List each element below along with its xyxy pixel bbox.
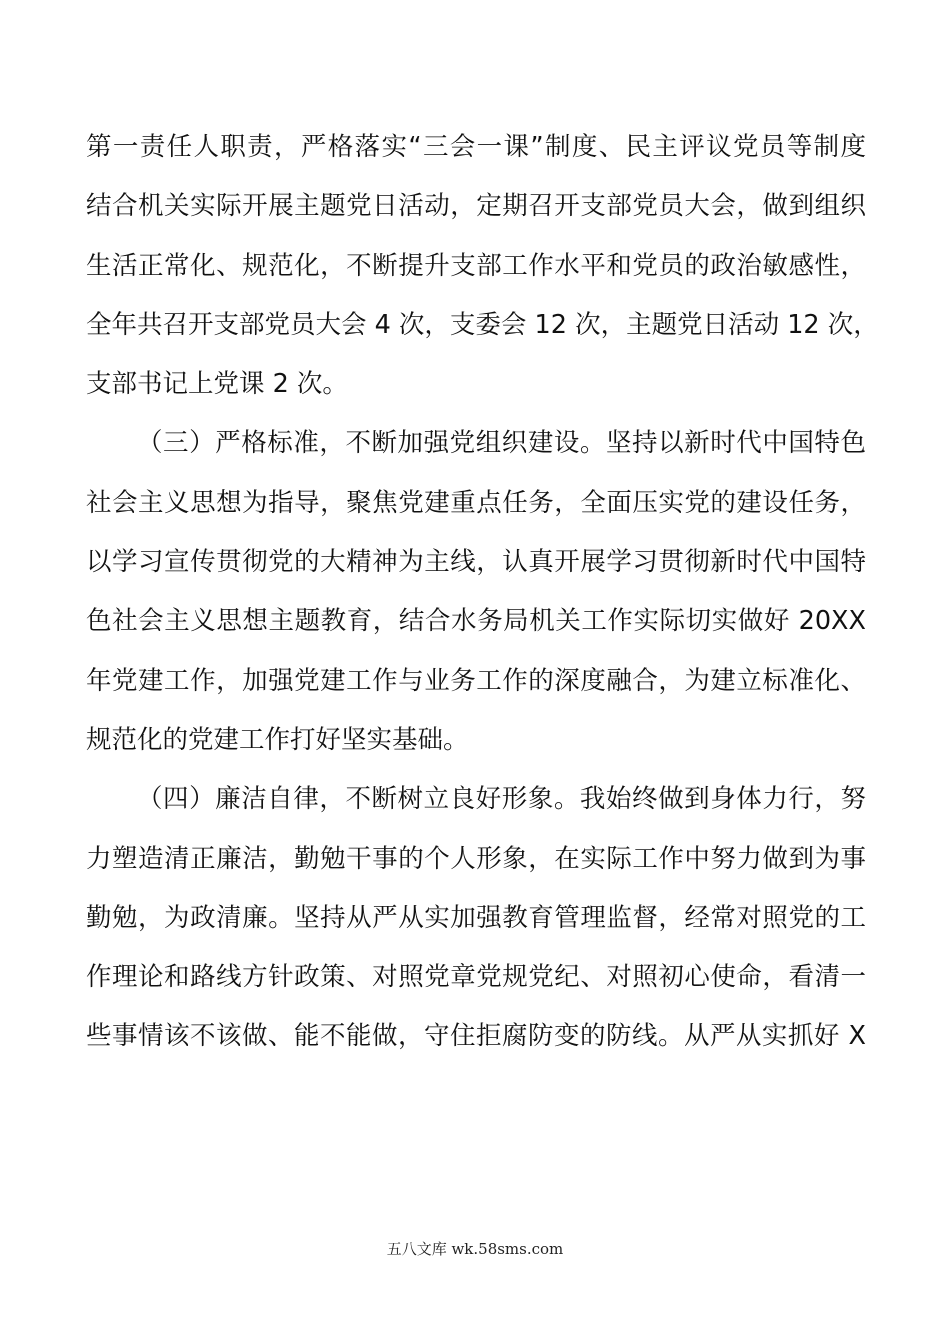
text-line: 色社会主义思想主题教育，结合水务局机关工作实际切实做好 20XX	[86, 606, 866, 637]
text-line: 力塑造清正廉洁，勤勉干事的个人形象，在实际工作中努力做到为事	[86, 843, 866, 874]
text-line: 第一责任人职责，严格落实“三会一课”制度、民主评议党员等制度	[86, 132, 866, 162]
text-line: 年党建工作，加强党建工作与业务工作的深度融合，为建立标准化、	[86, 665, 866, 696]
text-line: 生活正常化、规范化，不断提升支部工作水平和党员的政治敏感性，	[86, 250, 866, 281]
paragraph-start-line: （三）严格标准，不断加强党组织建设。坚持以新时代中国特色	[137, 428, 866, 459]
text-line: 勤勉，为政清廉。坚持从严从实加强教育管理监督，经常对照党的工	[86, 902, 866, 933]
footer-watermark: 五八文库 wk.58sms.com	[386, 1240, 564, 1258]
text-line: 规范化的党建工作打好坚实基础。	[86, 724, 469, 755]
document-body	[86, 124, 879, 1073]
text-line: 以学习宣传贯彻党的大精神为主线，认真开展学习贯彻新时代中国特	[86, 547, 866, 578]
paragraph-start-line: （四）廉洁自律，不断树立良好形象。我始终做到身体力行，努	[137, 784, 866, 815]
text-line: 支部书记上党课 2 次。	[86, 369, 348, 400]
text-line: 作理论和路线方针政策、对照党章党规党纪、对照初心使命，看清一	[86, 962, 866, 993]
text-line: 社会主义思想为指导，聚焦党建重点任务，全面压实党的建设任务，	[86, 487, 866, 518]
text-line: 全年共召开支部党员大会 4 次，支委会 12 次，主题党日活动 12 次，	[86, 309, 879, 340]
text-line: 结合机关实际开展主题党日活动，定期召开支部党员大会，做到组织	[86, 191, 866, 222]
text-line: 些事情该不该做、能不能做，守住拒腐防变的防线。从严从实抓好 X	[86, 1021, 866, 1052]
